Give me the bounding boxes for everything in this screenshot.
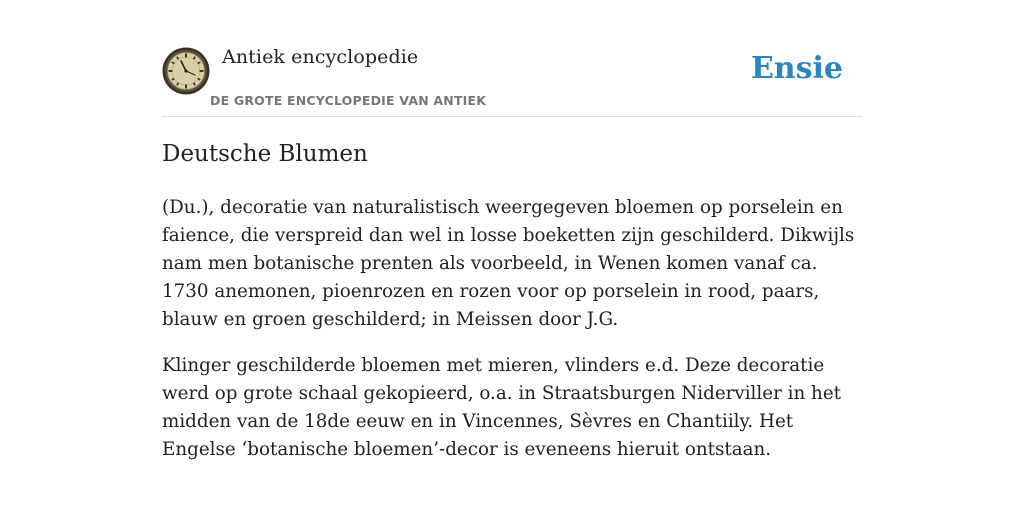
site-header (162, 0, 862, 117)
site-subtitle: DE GROTE ENCYCLOPEDIE VAN ANTIEK (210, 93, 487, 108)
clock-icon[interactable] (162, 47, 210, 95)
article (162, 138, 864, 464)
article-paragraph: Klinger geschilderde bloemen met mieren, vlinders e.d. Deze decoratie werd op grote schaal gekopieerd, o.a. in Straatsburgen Niderviller in het midden van de 18de eeuw en in Vincennes, Sèvres en Chantiily. Het Engelse ‘botanische bloemen’-decor is eveneens hieruit ontstaan. (162, 355, 841, 460)
article-title: Deutsche Blumen (162, 141, 368, 167)
ensie-logo[interactable]: Ensie (750, 51, 843, 86)
article-paragraph: (Du.), decoratie van naturalistisch weergegeven bloemen op porselein en faience, die verspreid dan wel in losse boeketten zijn geschilderd. Dikwijls nam men botanische prenten als voorbeeld, in Wenen komen vanaf ca. 1730 anemonen, pioenrozen en rozen voor op porselein in rood, paars, blauw en groen geschilderd; in Meissen door J.G. (162, 197, 855, 330)
site-title[interactable]: Antiek encyclopedie (222, 46, 419, 68)
